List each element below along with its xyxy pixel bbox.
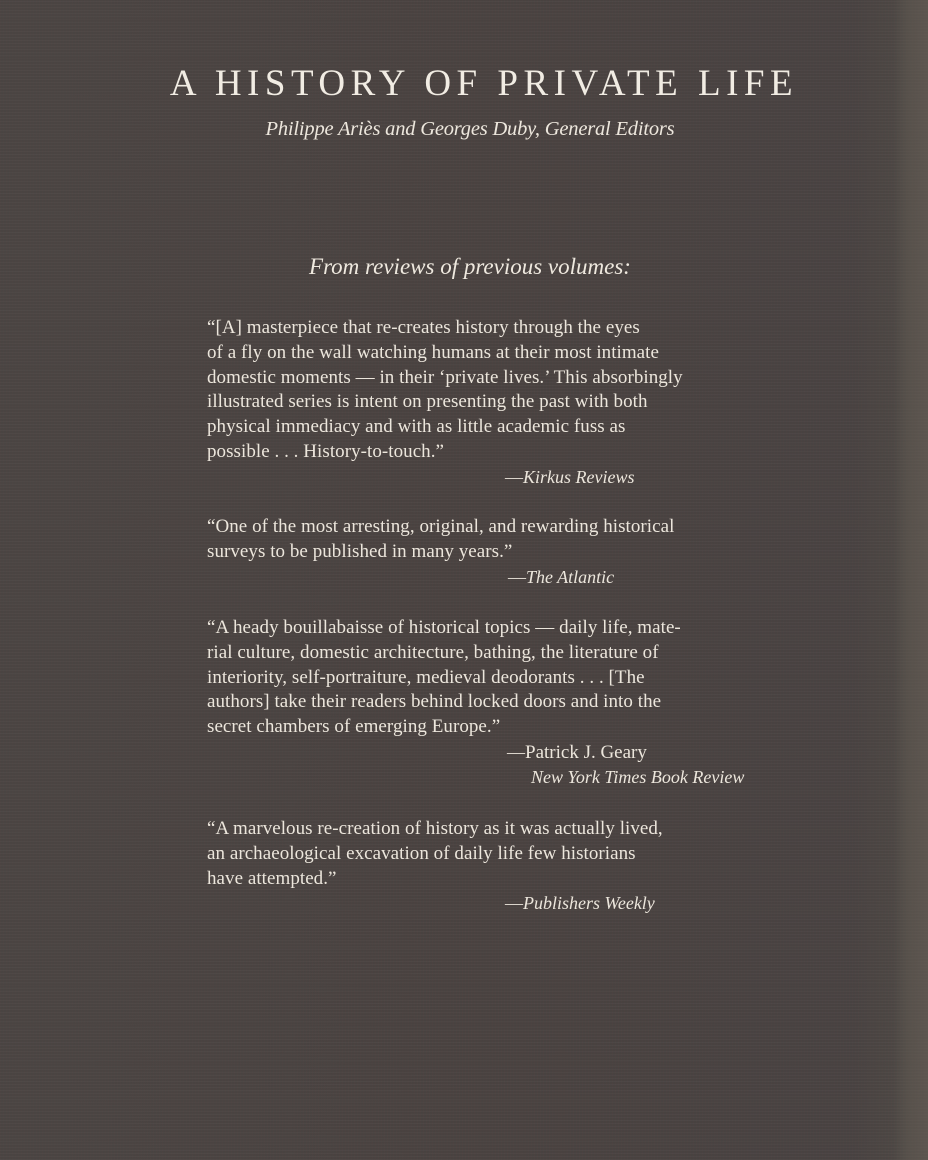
review-quote-line: of a fly on the wall watching humans at their most intimate: [207, 341, 659, 363]
review-quote-line: illustrated series is intent on presenting the past with both: [207, 391, 648, 413]
review-source: New York Times Book Review: [531, 766, 745, 787]
review-quote-line: “A marvelous re-creation of history as it was actually lived,: [207, 818, 663, 839]
cover-edge-strip: [894, 0, 928, 1160]
reviews-heading: From reviews of previous volumes:: [309, 254, 631, 279]
review-quote-line: have attempted.”: [207, 867, 337, 889]
review-source: Kirkus Reviews: [523, 466, 635, 487]
review-attribution: [207, 465, 797, 490]
review-quote-line: interiority, self-portraiture, medieval deodorants . . . [The: [207, 666, 645, 688]
review-author: Patrick J. Geary: [525, 741, 647, 763]
review-attribution: [207, 891, 797, 916]
review-attribution: [207, 565, 797, 590]
review-attribution: [207, 740, 797, 765]
review-publishers-weekly: [207, 817, 797, 916]
review-quote-line: “[A] masterpiece that re-creates history through the eyes: [207, 317, 640, 338]
em-dash: —: [507, 741, 525, 762]
review-source: The Atlantic: [526, 566, 615, 587]
em-dash: —: [508, 566, 526, 587]
review-quote-line: physical immediacy and with as little academic fuss as: [207, 416, 626, 438]
review-quote-line: authors] take their readers behind locked doors and into the: [207, 691, 662, 713]
review-kirkus: [207, 316, 797, 490]
review-quote-line: rial culture, domestic architecture, bathing, the literature of: [207, 641, 659, 663]
review-atlantic: [207, 515, 797, 590]
review-quote-line: surveys to be published in many years.”: [207, 540, 513, 562]
review-source: Publishers Weekly: [523, 893, 655, 914]
review-nyt: [207, 616, 797, 790]
series-title: A HISTORY OF PRIVATE LIFE: [169, 63, 799, 104]
em-dash: —: [505, 893, 523, 914]
review-quote-line: possible . . . History-to-touch.”: [207, 440, 445, 462]
review-quote-line: secret chambers of emerging Europe.”: [207, 716, 501, 738]
review-quote-line: an archaeological excavation of daily life few historians: [207, 842, 636, 864]
em-dash: —: [505, 466, 523, 487]
review-quote-line: “A heady bouillabaisse of historical topics — daily life, mate-: [207, 617, 681, 638]
review-quote-line: “One of the most arresting, original, and rewarding historical: [207, 516, 675, 537]
review-quote-line: domestic moments — in their ‘private lives.’ This absorbingly: [207, 366, 683, 388]
series-editors: Philippe Ariès and Georges Duby, General Editors: [265, 118, 675, 140]
